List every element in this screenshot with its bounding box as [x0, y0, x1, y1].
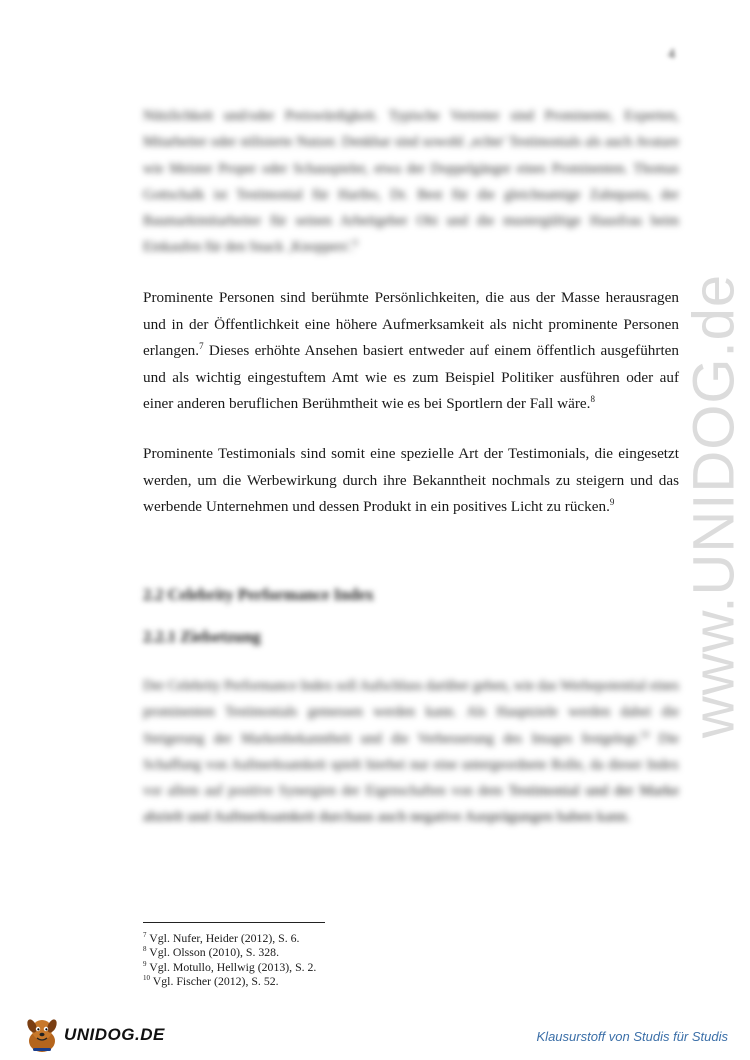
- footnote-item: [143, 974, 316, 988]
- paragraph-prominent-testimonials: [143, 441, 679, 521]
- paragraph-1-text-a: Prominente Personen sind berühmte Persönlichkeiten, die aus der Masse herausragen und in der Öffentlichkeit eine höhere Aufmerksamkeit als nicht prominente Personen erlangen.: [143, 289, 679, 359]
- footnote-ref-9: 9: [609, 496, 615, 507]
- paragraph-4-visible-text: Testimonial und der Marke abzielt und Aufmerksamkeit durchaus auch negative Ausprägungen haben kann.: [143, 782, 679, 826]
- section-heading-2-2: 2.2 Celebrity Performance Index: [143, 585, 374, 604]
- dog-mascot-icon: [22, 1015, 62, 1055]
- footnote-item: [143, 931, 316, 945]
- footnote-text: Vgl. Nufer, Heider (2012), S. 6.: [149, 931, 300, 945]
- footnote-ref-7: 7: [199, 340, 204, 351]
- quote-text: Nützlichkeit und/oder Preiswürdigkeit. Typische Vertreter sind Prominente, Experten, Mitarbeiter oder stilisierte Nutzer. Denkbar sind sowohl ‚echte' Testimonials als auch Avatare wie Meister Proper oder Schauspieler, etwa der Doppelgänger eines Prominenten. Thomas Gottschalk ist Testimonial für Haribo, Dr. Best für die gleichnamige Zahnpasta, der Baumarktmitarbeiter für seinen Arbeitgeber Obi und die mustergültige Hausfrau beim Einkaufen für den Snack ‚Knoppers'.: [143, 108, 679, 256]
- section-heading-2-2-1: 2.2.1 Zielsetzung: [143, 627, 261, 646]
- footnote-item: [143, 945, 316, 959]
- footnotes: [143, 931, 316, 988]
- unidog-logo[interactable]: [22, 1015, 165, 1055]
- footnote-number: 9: [143, 959, 147, 968]
- footnote-text: Vgl. Fischer (2012), S. 52.: [152, 973, 279, 988]
- footnote-number: 8: [143, 945, 147, 954]
- footnote-separator: [143, 922, 325, 923]
- paragraph-4-blurred-b: Die Schaffung von Aufmerksamkeit spielt hierbei nur eine untergeordnete Rolle, da dieser Index vor allem auf positive Synergien der Eigenschaften von dem: [143, 730, 679, 800]
- footnote-number: 10: [143, 973, 150, 982]
- footnote-number: 7: [143, 931, 147, 940]
- footer-slogan: Klausurstoff von Studis für Studis: [536, 1029, 728, 1044]
- footnote-ref-8: 8: [590, 393, 595, 404]
- quote-footnote-marker: 6: [353, 237, 358, 248]
- blurred-quote-paragraph: [143, 103, 679, 261]
- footnote-item: [143, 960, 316, 974]
- page-number: 4: [668, 47, 675, 62]
- footnote-text: Vgl. Olsson (2010), S. 328.: [149, 945, 280, 960]
- paragraph-4-blurred-a: Der Celebrity Performance Index soll Aufschluss darüber geben, wie das Werbepotential eines prominenten Testimonials gemessen werden kann. Als Hauptziele werden dabei die Steigerung der Markenbekanntheit und die Verbesserung des Images festgelegt.: [143, 678, 679, 747]
- logo-text: UNIDOG.DE: [64, 1025, 165, 1044]
- paragraph-1-text-b: Dieses erhöhte Ansehen basiert entweder auf einem öffentlich ausgeführten und als wichtig eingestuftem Amt wie es zum Beispiel Politiker ausführen oder auf einer anderen beruflichen Berühmtheit wie es bei Sportlern der Fall wäre.: [143, 342, 679, 412]
- paragraph-prominent-persons: [143, 285, 679, 418]
- watermark: www.UNIDOG.de: [681, 273, 747, 739]
- footnote-text: Vgl. Motullo, Hellwig (2013), S. 2.: [149, 959, 317, 974]
- paragraph-objective: [143, 673, 679, 831]
- paragraph-2-text: Prominente Testimonials sind somit eine spezielle Art der Testimonials, die eingesetzt werden, um die Werbewirkung durch ihre Bekanntheit nochmals zu steigern und das werbende Unternehmen und dessen Produkt in ein positives Licht zu rücken.: [143, 445, 679, 515]
- footnote-ref-10: 10: [640, 728, 650, 739]
